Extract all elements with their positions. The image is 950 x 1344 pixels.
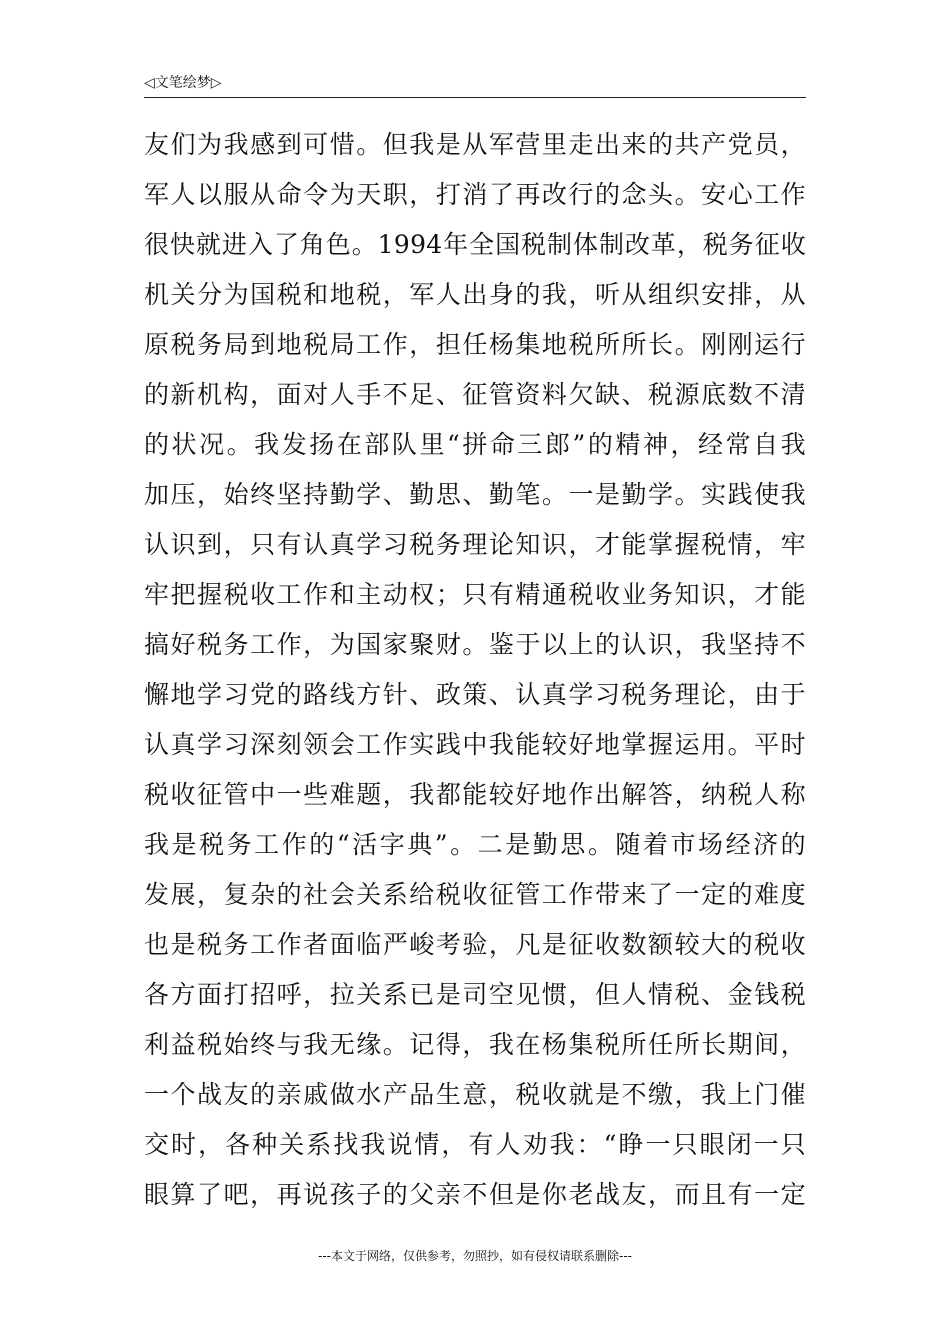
body-line: 的新机构，面对人手不足、征管资料欠缺、税源底数不清 [144,380,806,409]
body-line: 各方面打招呼，拉关系已是司空见惯，但人情税、金钱税 [144,980,806,1009]
body-line: 军人以服从命令为天职，打消了再改行的念头。安心工作 [144,180,806,209]
body-line: 原税务局到地税局工作，担任杨集地税所所长。刚刚运行 [144,330,806,359]
body-line: 搞好税务工作，为国家聚财。鉴于以上的认识，我坚持不 [144,630,806,659]
body-line: 的状况。我发扬在部队里“拼命三郎”的精神，经常自我 [144,430,806,459]
body-line: 认真学习深刻领会工作实践中我能较好地掌握运用。平时 [144,730,806,759]
body-line: 交时，各种关系找我说情，有人劝我：“睁一只眼闭一只 [144,1130,806,1159]
document-body [144,120,806,1220]
body-line: 也是税务工作者面临严峻考验，凡是征收数额较大的税收 [144,930,806,959]
body-line: 友们为我感到可惜。但我是从军营里走出来的共产党员， [144,130,806,159]
header-title: ◁文笔绘梦▷ [144,75,222,91]
body-line: 牢把握税收工作和主动权；只有精通税收业务知识，才能 [144,580,806,609]
page-header [144,72,806,98]
body-line: 认识到，只有认真学习税务理论知识，才能掌握税情，牢 [144,530,806,559]
body-line: 加压，始终坚持勤学、勤思、勤笔。一是勤学。实践使我 [144,480,806,509]
body-line: 机关分为国税和地税，军人出身的我，听从组织安排，从 [144,280,806,309]
body-line: 眼算了吧，再说孩子的父亲不但是你老战友，而且有一定 [144,1180,806,1209]
body-line: 税收征管中一些难题，我都能较好地作出解答，纳税人称 [144,780,806,809]
body-line: 很快就进入了角色。1994年全国税制体制改革，税务征收 [144,230,806,259]
page-footer: ---本文于网络，仅供参考，勿照抄，如有侵权请联系删除--- [318,1249,632,1263]
body-line: 利益税始终与我无缘。记得，我在杨集税所任所长期间， [144,1030,806,1059]
body-line: 懈地学习党的路线方针、政策、认真学习税务理论，由于 [144,680,806,709]
body-line: 我是税务工作的“活字典”。二是勤思。随着市场经济的 [144,830,806,859]
body-line: 一个战友的亲戚做水产品生意，税收就是不缴，我上门催 [144,1080,806,1109]
body-line: 发展，复杂的社会关系给税收征管工作带来了一定的难度 [144,880,806,909]
